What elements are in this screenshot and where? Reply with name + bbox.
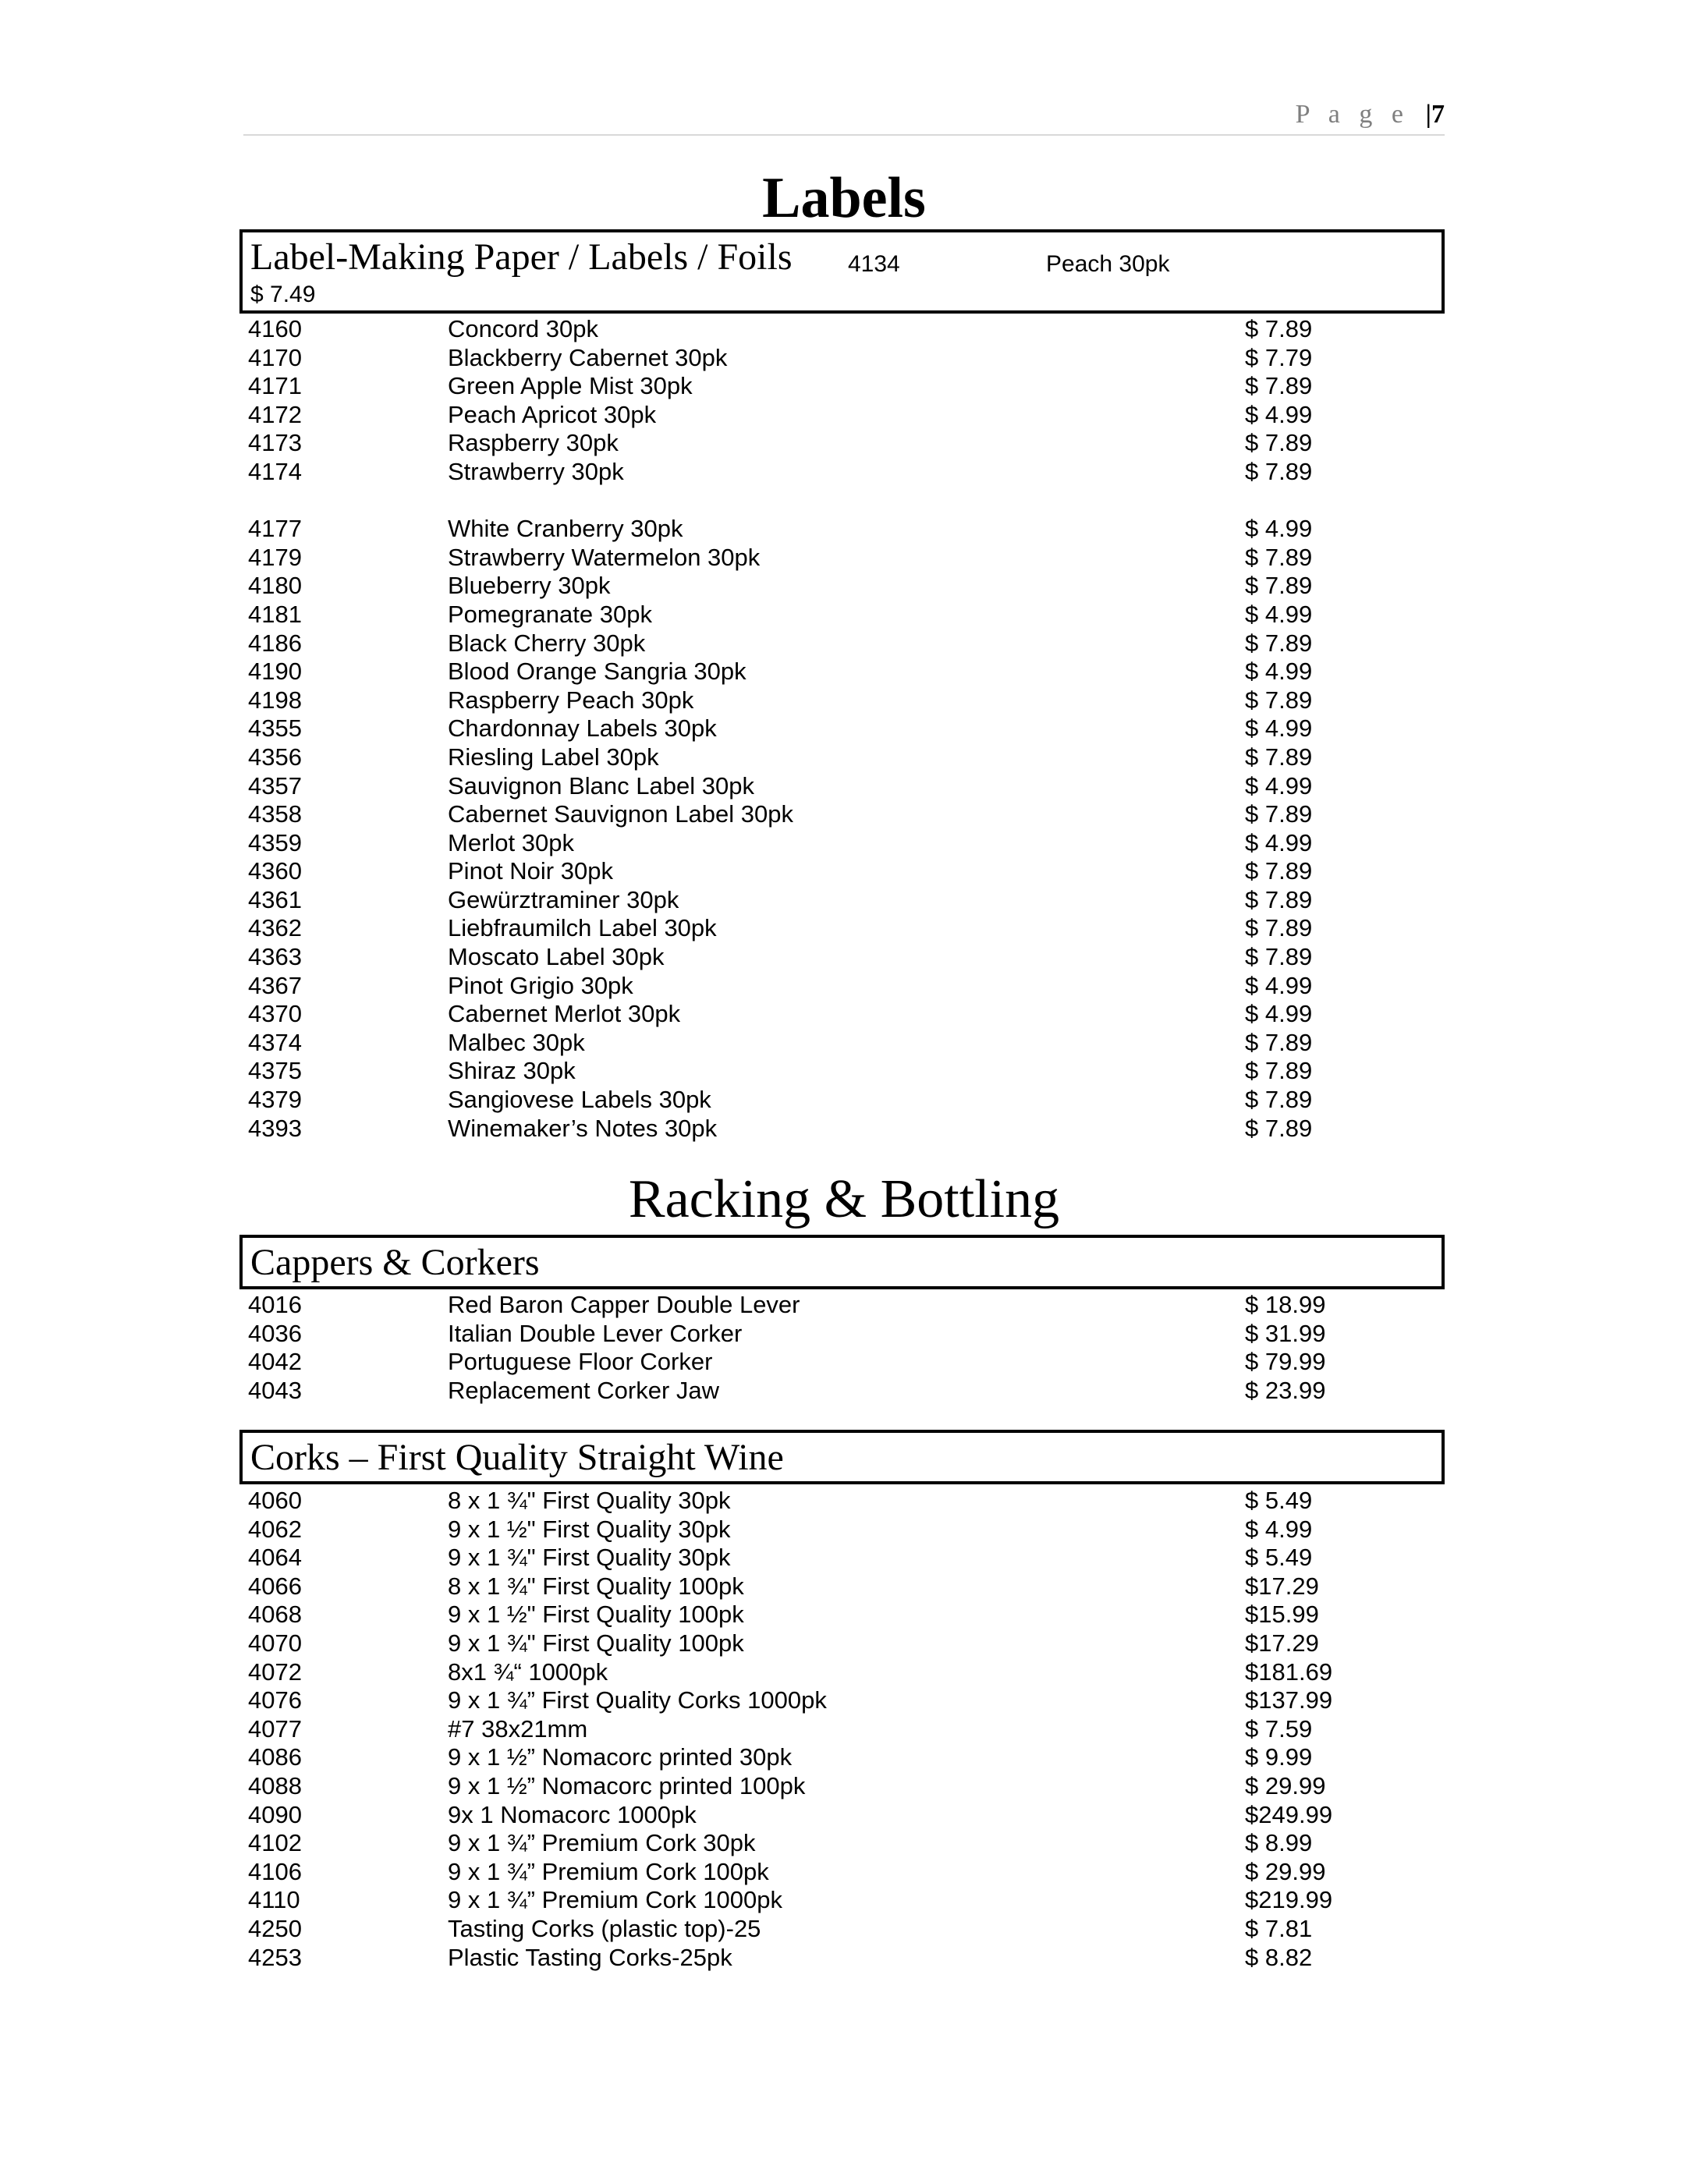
item-row (0, 572, 1688, 601)
item-row (0, 1516, 1688, 1544)
item-code: 4179 (248, 543, 302, 571)
item-price: $ 4.99 (1245, 658, 1313, 686)
item-price: $ 5.49 (1245, 1487, 1313, 1514)
item-row (0, 914, 1688, 943)
item-code: 4106 (248, 1857, 302, 1885)
item-price: $ 4.99 (1245, 1515, 1313, 1543)
item-price: $ 7.89 (1245, 629, 1313, 657)
item-row (0, 1629, 1688, 1658)
item-description: Green Apple Mist 30pk (448, 372, 693, 400)
item-code: 4363 (248, 943, 302, 971)
item-description: Blueberry 30pk (448, 572, 611, 600)
page-number (1426, 100, 1445, 129)
item-row (0, 429, 1688, 458)
corks-item-list (0, 1487, 1688, 1972)
page-number-value: 7 (1431, 100, 1445, 129)
item-price: $ 7.89 (1245, 429, 1313, 457)
item-description: 9 x 1 ½” Nomacorc printed 30pk (448, 1743, 793, 1771)
racking-bottling-title: Racking & Bottling (628, 1169, 1060, 1229)
item-row (0, 1086, 1688, 1115)
item-code: 4362 (248, 914, 302, 942)
item-price: $219.99 (1245, 1886, 1333, 1914)
item-description: Liebfraumilch Label 30pk (448, 914, 717, 942)
item-row (0, 344, 1688, 373)
item-price: $ 7.89 (1245, 686, 1313, 714)
item-price: $ 7.89 (1245, 914, 1313, 942)
item-description: Strawberry Watermelon 30pk (448, 543, 761, 571)
item-description: #7 38x21mm (448, 1714, 588, 1743)
item-description: Strawberry 30pk (448, 457, 624, 485)
item-price: $ 79.99 (1245, 1348, 1326, 1376)
item-description: 9 x 1 ¾” Premium Cork 100pk (448, 1857, 769, 1885)
item-code: 4358 (248, 800, 302, 828)
corks-category-box (239, 1430, 1445, 1484)
item-price: $ 7.89 (1245, 857, 1313, 885)
item-description: Merlot 30pk (448, 828, 574, 856)
item-description: 9 x 1 ¾" First Quality 30pk (448, 1544, 731, 1572)
item-price: $ 29.99 (1245, 1857, 1326, 1885)
item-description: Cabernet Sauvignon Label 30pk (448, 800, 793, 828)
item-price: $ 23.99 (1245, 1376, 1326, 1404)
item-description: 9 x 1 ¾” Premium Cork 1000pk (448, 1886, 783, 1914)
item-price: $ 8.82 (1245, 1943, 1313, 1971)
item-code: 4043 (248, 1376, 302, 1404)
labels-category-box (239, 229, 1445, 314)
item-code: 4357 (248, 771, 302, 800)
item-description: Blackberry Cabernet 30pk (448, 343, 728, 371)
item-description: Pinot Grigio 30pk (448, 971, 633, 999)
first-item-price: $ 7.49 (250, 282, 316, 307)
item-row (0, 829, 1688, 858)
item-row (0, 1320, 1688, 1349)
item-code: 4042 (248, 1348, 302, 1376)
corks-category-heading: Corks – First Quality Straight Wine (250, 1437, 784, 1478)
item-price: $ 7.89 (1245, 885, 1313, 913)
item-row (0, 458, 1688, 487)
item-row (0, 714, 1688, 743)
item-row (0, 1715, 1688, 1744)
item-description: Peach Apricot 30pk (448, 400, 657, 428)
item-row (0, 1487, 1688, 1516)
item-price: $ 4.99 (1245, 1000, 1313, 1028)
item-description: Gewürztraminer 30pk (448, 885, 679, 913)
item-code: 4360 (248, 857, 302, 885)
item-description: Malbec 30pk (448, 1028, 585, 1056)
item-row (0, 1915, 1688, 1944)
item-row (0, 1743, 1688, 1772)
item-code: 4066 (248, 1572, 302, 1600)
item-code: 4173 (248, 429, 302, 457)
item-row (0, 1291, 1688, 1320)
item-price: $ 9.99 (1245, 1743, 1313, 1771)
item-price: $ 7.81 (1245, 1914, 1313, 1942)
item-row (0, 544, 1688, 573)
item-description: 9 x 1 ½" First Quality 30pk (448, 1515, 731, 1543)
item-description: 8 x 1 ¾" First Quality 100pk (448, 1572, 744, 1600)
item-price: $ 7.59 (1245, 1714, 1313, 1743)
item-code: 4198 (248, 686, 302, 714)
item-description: Plastic Tasting Corks-25pk (448, 1943, 732, 1971)
item-description: 9 x 1 ¾” Premium Cork 30pk (448, 1829, 756, 1857)
item-price: $ 7.89 (1245, 372, 1313, 400)
item-code: 4367 (248, 971, 302, 999)
item-price: $ 4.99 (1245, 515, 1313, 543)
item-price: $ 5.49 (1245, 1544, 1313, 1572)
item-description: Winemaker’s Notes 30pk (448, 1114, 718, 1142)
item-description: White Cranberry 30pk (448, 515, 683, 543)
item-row (0, 1601, 1688, 1629)
item-code: 4181 (248, 600, 302, 628)
item-row (0, 515, 1688, 544)
item-price: $ 4.99 (1245, 400, 1313, 428)
item-code: 4393 (248, 1114, 302, 1142)
item-description: 9 x 1 ½" First Quality 100pk (448, 1601, 744, 1629)
item-code: 4070 (248, 1629, 302, 1657)
item-code: 4172 (248, 400, 302, 428)
item-description: Moscato Label 30pk (448, 943, 665, 971)
item-row (0, 1544, 1688, 1572)
item-code: 4077 (248, 1714, 302, 1743)
cappers-category-heading: Cappers & Corkers (250, 1242, 540, 1283)
item-row (0, 629, 1688, 658)
item-row (0, 1000, 1688, 1029)
item-row (0, 1115, 1688, 1143)
item-price: $249.99 (1245, 1800, 1333, 1828)
item-row (0, 1829, 1688, 1858)
item-price: $ 7.89 (1245, 572, 1313, 600)
item-code: 4180 (248, 572, 302, 600)
item-row (0, 686, 1688, 715)
item-description: 9x 1 Nomacorc 1000pk (448, 1800, 697, 1828)
item-row (0, 972, 1688, 1001)
item-row (0, 772, 1688, 801)
item-code: 4361 (248, 885, 302, 913)
item-price: $ 7.89 (1245, 457, 1313, 485)
item-row (0, 1886, 1688, 1915)
item-code: 4086 (248, 1743, 302, 1771)
item-price: $17.29 (1245, 1572, 1319, 1600)
item-code: 4253 (248, 1943, 302, 1971)
item-code: 4170 (248, 343, 302, 371)
item-description: Sauvignon Blanc Label 30pk (448, 771, 754, 800)
item-price: $ 7.89 (1245, 1057, 1313, 1085)
item-row (0, 315, 1688, 344)
page-number-label (1296, 100, 1445, 129)
item-code: 4250 (248, 1914, 302, 1942)
item-description: Pomegranate 30pk (448, 600, 652, 628)
item-price: $ 7.89 (1245, 800, 1313, 828)
item-row (0, 1944, 1688, 1973)
item-description: Replacement Corker Jaw (448, 1376, 720, 1404)
item-row (0, 1801, 1688, 1830)
item-row (0, 401, 1688, 430)
item-description: Shiraz 30pk (448, 1057, 576, 1085)
item-price: $ 7.89 (1245, 1114, 1313, 1142)
item-description: Pinot Noir 30pk (448, 857, 613, 885)
item-code: 4370 (248, 1000, 302, 1028)
cappers-category-box (239, 1235, 1445, 1289)
item-description: Red Baron Capper Double Lever (448, 1291, 800, 1318)
labels-item-list (0, 315, 1688, 1143)
first-item-code: 4134 (848, 251, 900, 277)
page-header (243, 94, 1445, 136)
item-row (0, 1057, 1688, 1086)
item-description: Riesling Label 30pk (448, 743, 659, 771)
page-word: P a g e (1295, 100, 1410, 129)
item-description: Raspberry 30pk (448, 429, 619, 457)
item-description: 9 x 1 ¾” First Quality Corks 1000pk (448, 1686, 827, 1714)
item-description: Portuguese Floor Corker (448, 1348, 713, 1376)
item-description: Blood Orange Sangria 30pk (448, 658, 746, 686)
item-row (0, 1658, 1688, 1687)
item-row (0, 658, 1688, 686)
item-price: $ 4.99 (1245, 714, 1313, 743)
item-code: 4088 (248, 1771, 302, 1799)
item-price: $ 18.99 (1245, 1291, 1326, 1318)
item-code: 4076 (248, 1686, 302, 1714)
item-description: Concord 30pk (448, 315, 599, 342)
item-code: 4171 (248, 372, 302, 400)
item-code: 4359 (248, 828, 302, 856)
item-description: Black Cherry 30pk (448, 629, 646, 657)
item-price: $ 7.89 (1245, 1028, 1313, 1056)
item-code: 4160 (248, 315, 302, 342)
item-code: 4177 (248, 515, 302, 543)
item-code: 4110 (248, 1886, 300, 1914)
item-row (0, 743, 1688, 772)
item-row (0, 800, 1688, 829)
labels-title: Labels (762, 166, 926, 230)
item-row (0, 943, 1688, 972)
item-price: $ 7.89 (1245, 543, 1313, 571)
item-price: $ 4.99 (1245, 971, 1313, 999)
cappers-item-list (0, 1291, 1688, 1405)
item-row (0, 1377, 1688, 1406)
item-row (0, 857, 1688, 886)
item-code: 4016 (248, 1291, 302, 1318)
item-price: $ 7.89 (1245, 315, 1313, 342)
item-description: Tasting Corks (plastic top)-25 (448, 1914, 761, 1942)
item-row (0, 1686, 1688, 1715)
item-code: 4072 (248, 1658, 302, 1686)
item-description: 8 x 1 ¾" First Quality 30pk (448, 1487, 731, 1514)
item-description: Chardonnay Labels 30pk (448, 714, 717, 743)
item-price: $ 31.99 (1245, 1319, 1326, 1347)
item-row (0, 601, 1688, 629)
item-price: $ 8.99 (1245, 1829, 1313, 1857)
item-code: 4064 (248, 1544, 302, 1572)
item-description: Italian Double Lever Corker (448, 1319, 743, 1347)
item-price: $181.69 (1245, 1658, 1333, 1686)
item-code: 4355 (248, 714, 302, 743)
item-price: $137.99 (1245, 1686, 1333, 1714)
item-description: 9 x 1 ¾" First Quality 100pk (448, 1629, 744, 1657)
item-code: 4090 (248, 1800, 302, 1828)
item-row (0, 1029, 1688, 1058)
item-code: 4060 (248, 1487, 302, 1514)
item-code: 4186 (248, 629, 302, 657)
item-price: $ 7.89 (1245, 743, 1313, 771)
item-price: $ 4.99 (1245, 828, 1313, 856)
item-code: 4068 (248, 1601, 302, 1629)
labels-category-heading: Label-Making Paper / Labels / Foils (250, 236, 793, 278)
item-row (0, 1572, 1688, 1601)
item-code: 4036 (248, 1319, 302, 1347)
first-item-desc: Peach 30pk (1046, 251, 1170, 277)
item-row (0, 1858, 1688, 1887)
item-description: 8x1 ¾“ 1000pk (448, 1658, 608, 1686)
item-price: $ 29.99 (1245, 1771, 1326, 1799)
item-code: 4190 (248, 658, 302, 686)
item-price: $ 7.79 (1245, 343, 1313, 371)
item-description: Sangiovese Labels 30pk (448, 1086, 711, 1114)
page-separator: | (1425, 100, 1431, 129)
item-code: 4102 (248, 1829, 302, 1857)
item-description: 9 x 1 ½” Nomacorc printed 100pk (448, 1771, 806, 1799)
item-price: $ 7.89 (1245, 943, 1313, 971)
item-price: $ 4.99 (1245, 771, 1313, 800)
item-row (0, 886, 1688, 915)
item-price: $ 4.99 (1245, 600, 1313, 628)
item-price: $ 7.89 (1245, 1086, 1313, 1114)
item-row (0, 1348, 1688, 1377)
item-code: 4356 (248, 743, 302, 771)
item-row (0, 372, 1688, 401)
item-price: $15.99 (1245, 1601, 1319, 1629)
item-code: 4379 (248, 1086, 302, 1114)
item-code: 4174 (248, 457, 302, 485)
item-code: 4375 (248, 1057, 302, 1085)
item-description: Cabernet Merlot 30pk (448, 1000, 681, 1028)
item-price: $17.29 (1245, 1629, 1319, 1657)
item-description: Raspberry Peach 30pk (448, 686, 694, 714)
item-code: 4062 (248, 1515, 302, 1543)
item-row (0, 1772, 1688, 1801)
item-code: 4374 (248, 1028, 302, 1056)
